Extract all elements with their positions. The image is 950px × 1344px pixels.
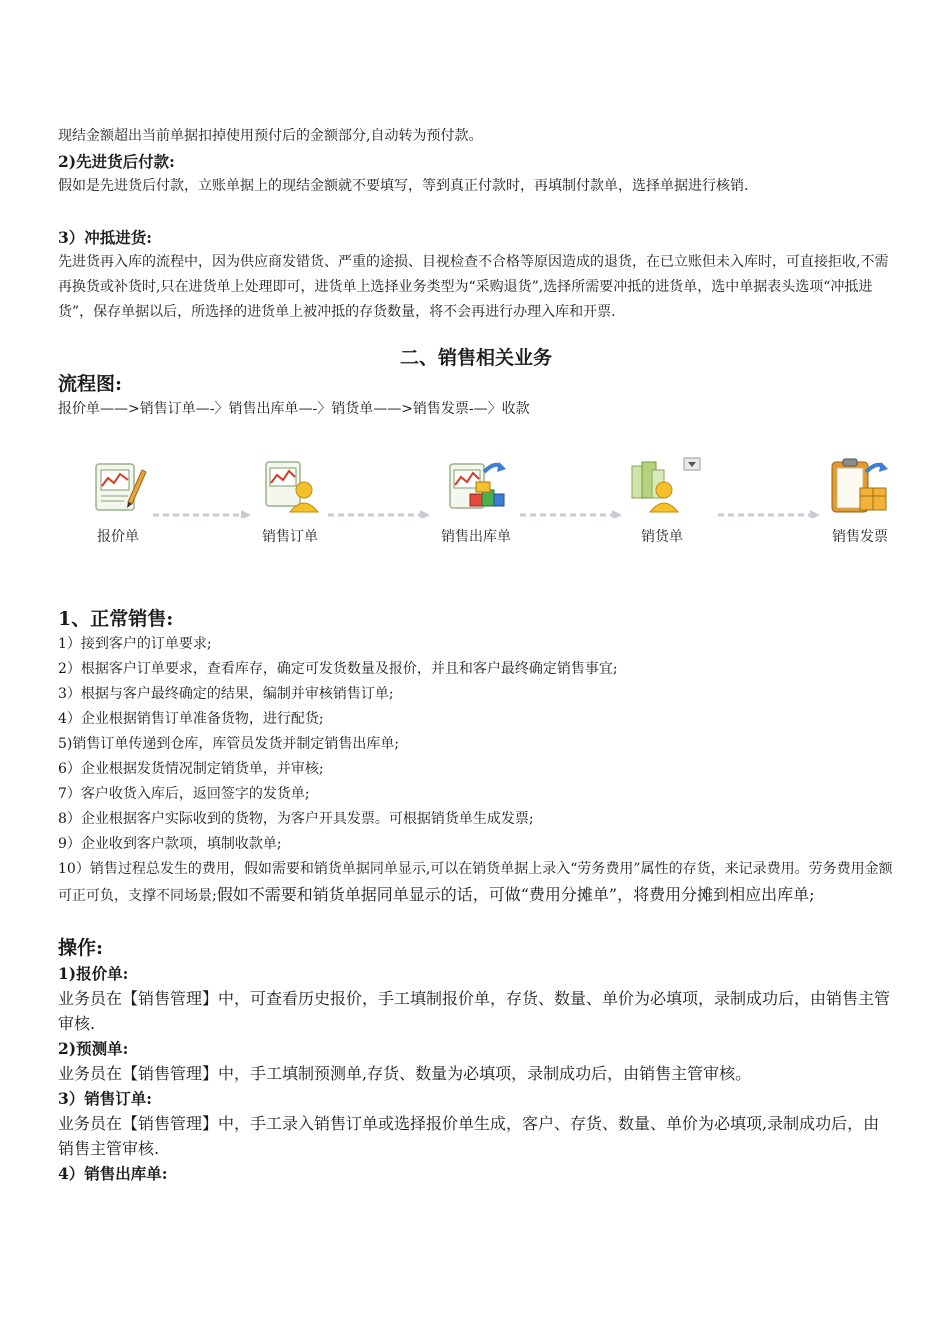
section-title-sales: 二、销售相关业务 — [399, 347, 552, 369]
list-item: 2）根据客户订单要求，查看库存，确定可发货数量及报价，并且和客户最终确定销售事宜; — [58, 661, 618, 677]
flow-heading: 流程图: — [58, 373, 123, 395]
heading-operations: 操作: — [58, 937, 104, 959]
flow-node-quote — [48, 456, 188, 546]
flow-node-delivery — [592, 456, 732, 546]
document-page — [58, 124, 894, 1186]
paragraph-pay-after: 假如是先进货后付款，立账单据上的现结金额就不要填写，等到真正付款时，再填制付款单，选择单据进行核销. — [58, 178, 749, 194]
subheading-pay-after: 2)先进货后付款: — [58, 152, 175, 171]
list-item-10-part-b: 假如不需要和销货单据同单显示的话，可做“费用分摊单”，将费用分摊到相应出库单; — [216, 885, 815, 904]
subheading-quote: 1)报价单: — [58, 964, 129, 983]
subheading-offset-purchase: 3）冲抵进货: — [58, 228, 153, 247]
flow-node-label: 销售出库单 — [441, 529, 511, 545]
list-item-10-part-a: 10）销售过程总发生的费用，假如需要和销货单据同单显示,可以在销货单据上录入“劳务费用”属性的存货，来记录费用。劳务费用金额可正可负，支撑不同场景; — [58, 861, 893, 904]
flow-node-sales-order — [220, 456, 360, 546]
list-item: 3）根据与客户最终确定的结果，编制并审核销售订单; — [58, 686, 394, 702]
intro-line: 现结金额超出当前单据扣掉使用预付后的金额部分,自动转为预付款。 — [58, 128, 483, 144]
heading-normal-sales: 1、正常销售: — [58, 608, 174, 630]
flow-node-label: 销货单 — [641, 529, 683, 545]
flow-text: 报价单——>销售订单—-〉销售出库单—-〉销货单——>销售发票-—〉收款 — [58, 401, 530, 417]
list-item: 6）企业根据发货情况制定销货单，并审核; — [58, 761, 324, 777]
list-item: 7）客户收货入库后，返回签字的发货单; — [58, 786, 310, 802]
list-item: 5)销售订单传递到仓库，库管员发货并制定销售出库单; — [58, 736, 400, 752]
paragraph-offset-purchase: 先进货再入库的流程中，因为供应商发错货、严重的途损、目视检查不合格等原因造成的退货，在已立账但未入库时，可直接拒收,不需再换货或补货时,只在进货单上处理即可，进货单上选择业务类型为“采购退货”,选择所需要冲抵的进货单，选中单据表头选项“冲抵进货”，保存单据以后，所选择的进货单上被冲抵的存货数量，将不会再进行办理入库和开票. — [58, 254, 889, 320]
list-item: 8）企业根据客户实际收到的货物，为客户开具发票。可根据销货单生成发票; — [58, 811, 534, 827]
sales-order-person-icon — [260, 456, 320, 516]
list-item: 1）接到客户的订单要求; — [58, 636, 212, 652]
list-item: 4）企业根据销售订单准备货物，进行配货; — [58, 711, 324, 727]
list-item: 9）企业收到客户款项，填制收款单; — [58, 836, 282, 852]
flow-node-label: 销售订单 — [262, 529, 318, 545]
stock-out-boxes-icon — [444, 456, 508, 516]
invoice-clipboard-icon — [828, 456, 892, 516]
flow-diagram — [58, 426, 894, 606]
paragraph-forecast: 业务员在【销售管理】中，手工填制预测单,存货、数量为必填项，录制成功后，由销售主管审核。 — [58, 1064, 752, 1083]
flow-node-stock-out — [406, 456, 546, 546]
flow-node-label: 报价单 — [97, 529, 139, 545]
flow-node-label: 销售发票 — [832, 529, 888, 545]
flow-node-invoice — [790, 456, 930, 546]
quote-chart-icon — [88, 456, 148, 516]
paragraph-sales-order: 业务员在【销售管理】中，手工录入销售订单或选择报价单生成，客户、存货、数量、单价为必填项,录制成功后，由销售主管审核. — [58, 1114, 880, 1158]
paragraph-quote: 业务员在【销售管理】中，可查看历史报价，手工填制报价单，存货、数量、单价为必填项，录制成功后，由销售主管审核. — [58, 989, 891, 1033]
subheading-forecast: 2)预测单: — [58, 1039, 129, 1058]
subheading-stock-out: 4）销售出库单: — [58, 1164, 168, 1183]
list-item-10 — [58, 857, 894, 909]
subheading-sales-order: 3）销售订单: — [58, 1089, 153, 1108]
delivery-person-icon — [622, 456, 702, 516]
